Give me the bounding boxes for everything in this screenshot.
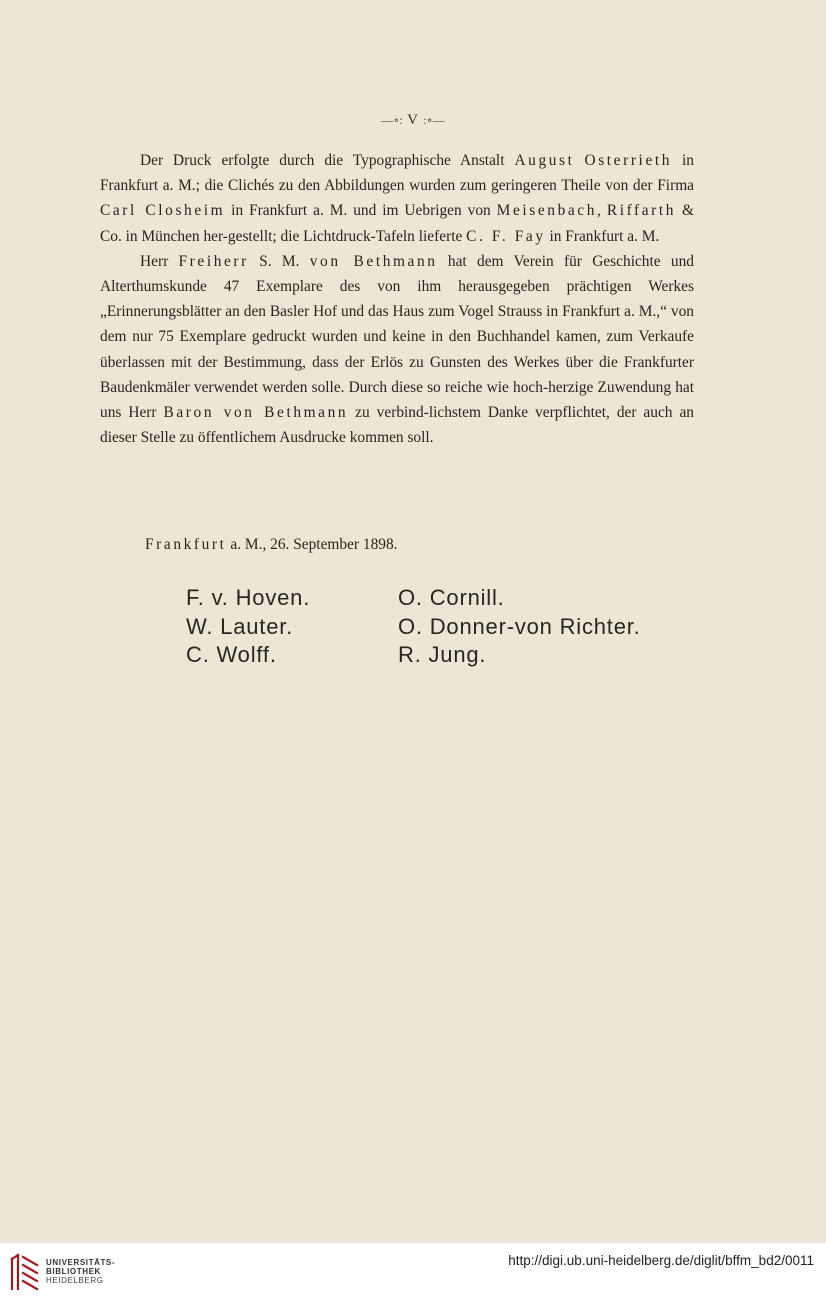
signature-donner-von-richter: O. Donner-von Richter. [398, 613, 641, 639]
permalink-url[interactable]: http://digi.ub.uni-heidelberg.de/diglit/bffm_bd2/0011 [508, 1253, 814, 1268]
signature-cornill: O. Cornill. [398, 585, 505, 610]
footer-bar [0, 1243, 826, 1302]
signature-column-right [398, 584, 641, 670]
signature-jung: R. Jung. [398, 642, 487, 667]
signature-lauter: W. Lauter. [186, 613, 294, 639]
paragraph-donation: Herr Freiherr S. M. von Bethmann hat dem Verein für Geschichte und Alterthumskunde 47 Exemplare des von ihm herausgegeben prächtigen Werkes „Erinnerungsblätter an den Basler Hof und das Haus zum Vogel Strauss in Frankfurt a. M.,“ von dem nur 75 Exemplare gedruckt wurden und keine in den Buchhandel kamen, zum Verkaufe überlassen mit der Bestimmung, dass der Erlös zu Gunsten des Werkes über die Frankfurter Baudenkmäler verwendet werden solle. Durch diese so reiche wie hoch-herzige Zuwendung hat uns Herr Baron von Bethmann zu verbind-lichstem Danke verpflichtet, der auch an dieser Stelle zu öffentlichem Ausdrucke kommen soll. [100, 252, 694, 447]
paragraph-printing-credits: Der Druck erfolgte durch die Typographische Anstalt August Osterrieth in Frankfurt a. M.; die Clichés zu den Abbildungen wurden zum geringeren Theile von der Firma Carl Closheim in Frankfurt a. M. und im Uebrigen von Meisenbach, Riffarth & Co. in München her-gestellt; die Lichtdruck-Tafeln lieferte C. F. Fay in Frankfurt a. M. [100, 152, 694, 245]
header-ornament-left: —∘: [381, 113, 403, 127]
dateline: Frankfurt a. M., 26. September 1898. [145, 536, 398, 553]
signature-column-left [186, 584, 310, 670]
signature-wolff: C. Wolff. [186, 642, 277, 667]
library-name: UNIVERSITÄTS- BIBLIOTHEK HEIDELBERG [46, 1258, 116, 1285]
signature-hoven: F. v. Hoven. [186, 585, 311, 610]
university-library-logo-icon[interactable] [9, 1251, 41, 1293]
body-text [100, 148, 694, 450]
page-number: V [407, 112, 419, 128]
page-header [0, 112, 826, 129]
header-ornament-right: :∘— [423, 113, 445, 127]
